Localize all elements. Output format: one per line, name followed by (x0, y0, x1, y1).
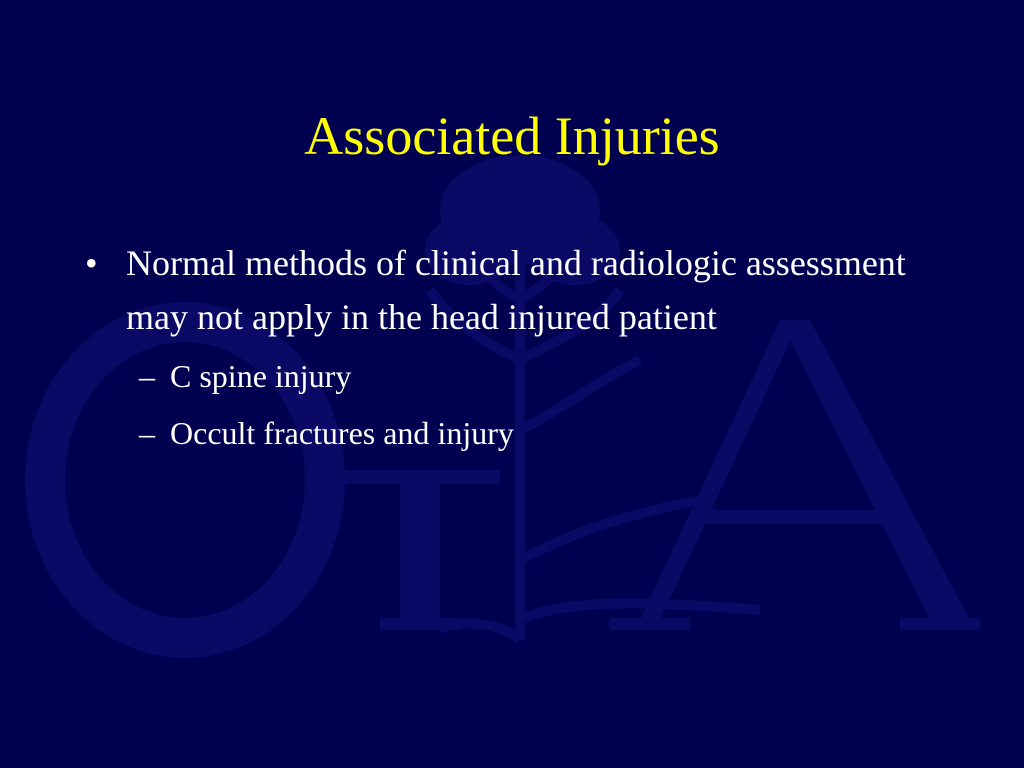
sub-bullet-text: Occult fractures and injury (170, 415, 514, 451)
slide-title: Associated Injuries (304, 106, 720, 166)
sub-bullet-marker: – (139, 415, 155, 451)
bullet-marker: • (85, 243, 98, 283)
sub-bullet-marker: – (139, 358, 155, 394)
sub-bullet-text: C spine injury (170, 358, 352, 394)
bullet-list (85, 236, 935, 462)
sub-bullet-item (139, 348, 935, 405)
watermark-letter-t (340, 470, 500, 630)
sub-bullet-item (139, 405, 935, 462)
bullet-text: Normal methods of clinical and radiologic assessment may not apply in the head injured patient (126, 243, 906, 337)
sub-bullet-list (126, 348, 935, 462)
bullet-item (85, 236, 935, 462)
